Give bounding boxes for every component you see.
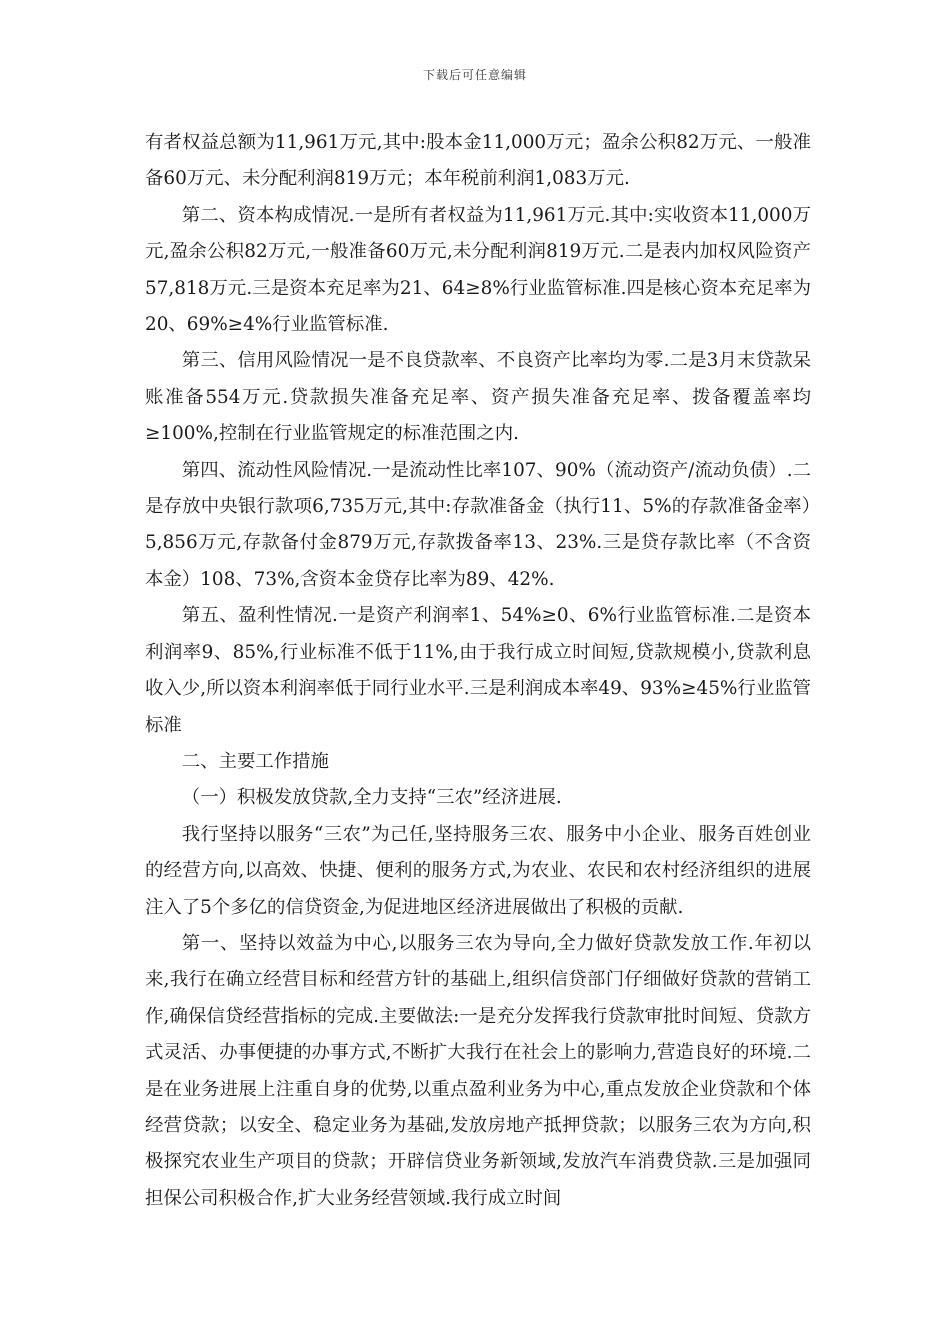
paragraph-efficiency-focus: 第一、坚持以效益为中心,以服务三农为导向,全力做好贷款发放工作.年初以来,我行在确立经营目标和经营方针的基础上,组织信贷部门仔细做好贷款的营销工作,确保信贷经营指标的完成.主要做法:一是充分发挥我行贷款审批时间短、贷款方式灵活、办事便捷的办事方式,不断扩大我行在社会上的影响力,营造良好的环境.二是在业务进展上注重自身的优势,以重点盈利业务为中心,重点发放企业贷款和个体经营贷款；以安全、稳定业务为基础,发放房地产抵押贷款；以服务三农为方向,积极探究农业生产项目的贷款；开辟信贷业务新领域,发放汽车消费贷款.三是加强同担保公司积极合作,扩大业务经营领域.我行成立时间 bbox=[145, 932, 811, 1209]
paragraph-capital-structure: 第二、资本构成情况.一是所有者权益为11,961万元.其中:实收资本11,000万元,盈余公积82万元,一般准备60万元,未分配利润819万元.二是表内加权风险资产57,818万元.三是资本充足率为21、64≥8%行业监管标准.四是核心资本充足率为20、69%≥4%行业监管标准. bbox=[145, 204, 811, 336]
document-body bbox=[145, 125, 811, 1217]
page-header-note: 下载后可任意编辑 bbox=[422, 68, 527, 82]
paragraph-serve-agriculture: 我行坚持以服务“三农”为己任,坚持服务三农、服务中小企业、服务百姓创业的经营方向,以高效、快捷、便利的服务方式,为农业、农民和农村经济组织的进展注入了5个多亿的信贷资金,为促进地区经济进展做出了积极的贡献. bbox=[145, 823, 811, 918]
section-heading-main-measures: 二、主要工作措施 bbox=[181, 750, 329, 772]
paragraph-profitability: 第五、盈利性情况.一是资产利润率1、54%≥0、6%行业监管标准.二是资本利润率9、85%,行业标准不低于11%,由于我行成立时间短,贷款规模小,贷款利息收入少,所以资本利润率低于同行业水平.三是利润成本率49、93%≥45%行业监管标准 bbox=[145, 605, 811, 736]
subsection-heading-loans: （一）积极发放贷款,全力支持“三农”经济进展. bbox=[181, 787, 562, 809]
paragraph-credit-risk: 第三、信用风险情况一是不良贷款率、不良资产比率均为零.二是3月末贷款呆账准备554万元.贷款损失准备充足率、资产损失准备充足率、拨备覆盖率均≥100%,控制在行业监管规定的标准范围之内. bbox=[145, 350, 811, 445]
paragraph-liquidity-risk: 第四、流动性风险情况.一是流动性比率107、90%（流动资产/流动负债）.二是存放中央银行款项6,735万元,其中:存款准备金（执行11、5%的存款准备金率）5,856万元,存款备付金879万元,存款拨备率13、23%.三是贷存款比率（不含资本金）108、73%,含资本金贷存比率为89、42%. bbox=[145, 459, 811, 590]
paragraph-equity-continuation: 有者权益总额为11,961万元,其中:股本金11,000万元；盈余公积82万元、一般准备60万元、未分配利润819万元；本年税前利润1,083万元. bbox=[145, 132, 811, 190]
